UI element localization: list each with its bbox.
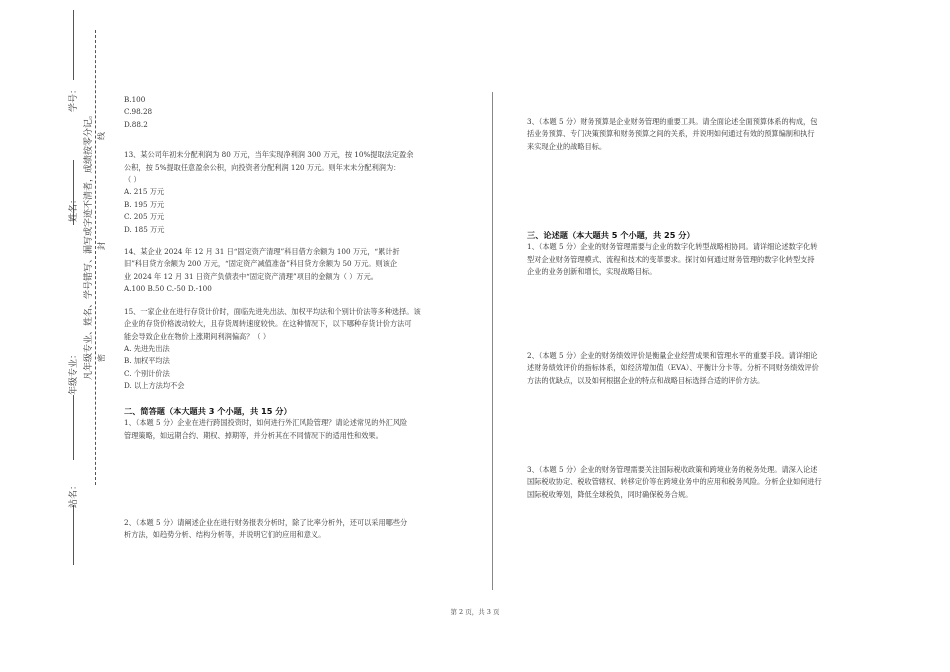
short-answer-question-3 [527,116,877,153]
question-stem: 业 2024 年 12 月 31 日资产负债表中“固定资产清理”项目的金额为（ ）万元。 [124,271,378,281]
question-stem: 3、（本题 5 分）企业的财务管理需要关注国际税收政策和跨境业务的税务处理。请深入论述 [527,465,818,474]
question-stem: 国际税收协定、税收管辖权、转移定价等在跨境业务中的应用和税务风险。分析企业如何进行 [527,477,822,487]
question-stem: 13、某公司年初未分配利润为 80 万元，当年实现净利润 300 万元，按 10%提取法定盈余 [124,150,414,160]
class-underline [73,395,74,460]
question-stem: 15、一家企业在进行存货计价时，面临先进先出法、加权平均法和个别计价法等多种选择。该 [124,306,421,316]
option: C. 205 万元 [124,212,165,222]
left-column [124,94,464,393]
section-3 [527,229,877,279]
seal-mark-feng: 封 [97,242,106,250]
question-stem: 企业的业务创新和增长，实现战略目标。 [527,267,657,277]
question-stem: 型对企业财务管理模式、流程和技术的变革要求。探讨如何通过财务管理的数字化转型支持 [527,254,815,264]
option: D. 以上方法均不会 [124,381,185,391]
student-id-underline [73,10,74,80]
question-15 [124,306,464,393]
school-underline [73,505,74,565]
question-stem: 2、（本题 5 分）企业的财务绩效评价是衡量企业经营成果和管理水平的重要手段。请详细论 [527,351,818,360]
name-label: 姓名： [69,194,79,222]
school-label: 站名： [69,480,79,508]
essay-question-3 [527,464,877,501]
short-answer-question-2 [124,517,464,542]
question-stem: 能会导致企业在物价上涨期间利润偏高？（ ） [124,331,271,341]
question-stem: 析方法，如趋势分析、结构分析等，并说明它们的应用和意义。 [124,530,326,540]
question-stem: 1、（本题 5 分）企业的财务管理需要与企业的数字化转型战略相协同。请详细论述数字化转 [527,242,818,252]
column-divider [492,92,493,590]
student-id-label: 学号： [69,84,79,112]
warning-text: 凡年级专业、姓名、学号错写、漏写或字迹不清者，成绩按零分记。 [84,109,94,380]
question-stem: 来实现企业的战略目标。 [527,141,607,151]
question-stem: 国际税收筹划，降低全球税负，同时确保税务合规。 [527,489,693,499]
question-stem: 管理策略，如远期合约、期权、掉期等，并分析其在不同情况下的适用性和效果。 [124,430,383,440]
question-stem: 14、某企业 2024 年 12 月 31 日“固定资产清理”科目借方余额为 100 万元，“累计折 [124,247,400,257]
section-title: 二、简答题（本大题共 3 个小题，共 15 分） [124,406,292,416]
option: B. 加权平均法 [124,356,170,366]
question-stem: 述财务绩效评价的指标体系，如经济增加值（EVA）、平衡计分卡等。分析不同财务绩效评价 [527,363,819,373]
option: D.88.2 [124,119,148,129]
option: A. 先进先出法 [124,343,170,353]
question-stem: 括业务预算、专门决策预算和财务预算之间的关系，并说明如何通过有效的预算编制和执行 [527,129,815,139]
section-2 [124,405,464,442]
essay-question-2 [527,350,877,387]
option: B.100 [124,95,146,104]
question-stem: 2、（本题 5 分）请阐述企业在进行财务报表分析时，除了比率分析外，还可以采用哪些分 [124,518,408,527]
question-stem: 公积，按 5%提取任意盈余公积，向投资者分配利润 120 万元。则年末未分配利润为： [124,162,401,172]
option: A.100 B.50 C.-50 D.-100 [124,284,212,294]
question-stem: 1、（本题 5 分）企业在进行跨国投资时，如何进行外汇风险管理？请论述常见的外汇风险 [124,418,408,428]
option: C. 个别计价法 [124,368,170,378]
class-label: 年级专业： [69,349,79,395]
question-stem: 3、（本题 5 分）财务预算是企业财务管理的重要工具。请全面论述全面预算体系的构成，包 [527,117,818,126]
page-footer: 第 2 页，共 3 页 [450,608,500,616]
option: D. 185 万元 [124,224,165,234]
question-stem: 方法的优缺点，以及如何根据企业的特点和战略目标选择合适的评价方法。 [527,375,765,385]
option: A. 215 万元 [124,187,165,197]
question-stem: 企业的存货价格波动较大，且存货周转速度较快。在这种情况下，以下哪种存货计价方法可 [124,319,412,329]
dashed-cut-line [95,30,96,485]
section-title: 三、论述题（本大题共 5 个小题，共 25 分） [527,230,695,240]
answer-blank: （ ） [124,175,141,185]
question-13 [124,149,464,236]
question-stem: 旧”科目贷方余额为 200 万元，“固定资产减值准备”科目贷方余额为 50 万元。则该企 [124,259,398,269]
option: C.98.28 [124,107,153,117]
option: B. 195 万元 [124,199,165,209]
seal-mark-xian: 线 [97,132,106,140]
seal-mark-mi: 密 [97,354,106,362]
question-14 [124,246,464,296]
